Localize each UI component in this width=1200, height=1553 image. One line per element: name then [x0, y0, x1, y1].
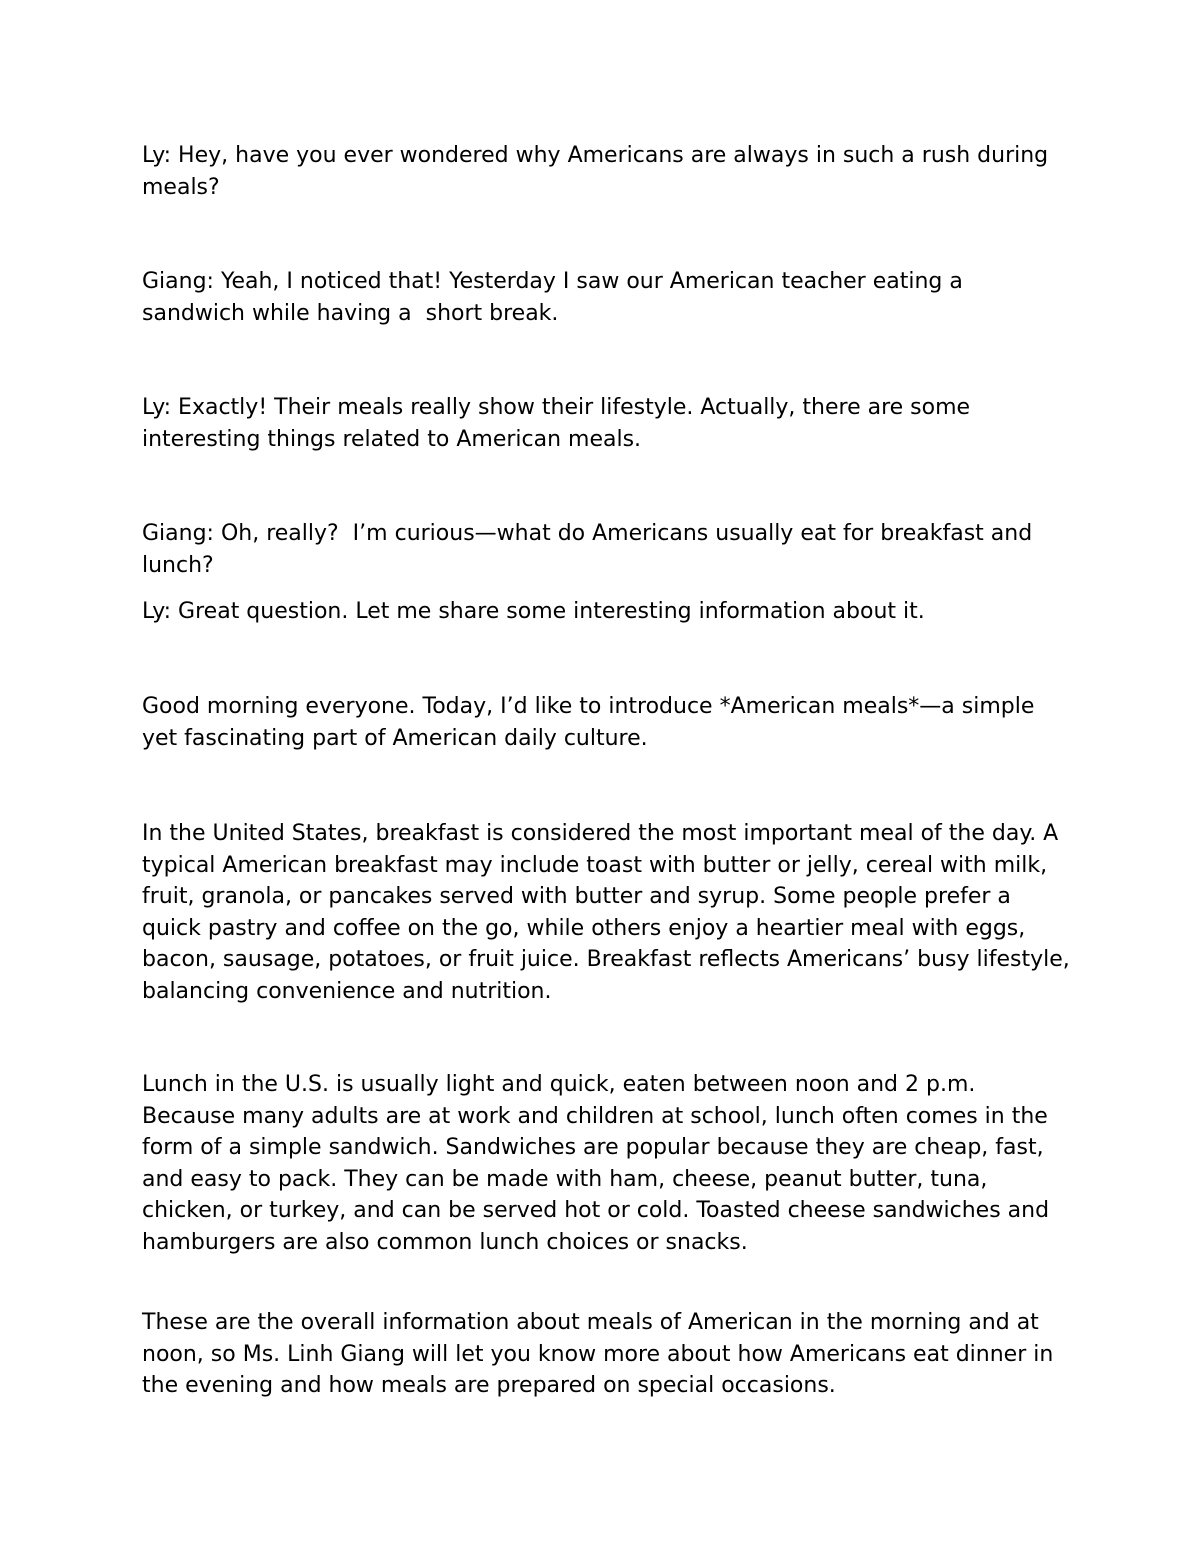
intro-paragraph: Good morning everyone. Today, I’d like to introduce *American meals*—a simple yet fascinating part of American daily culture.	[142, 694, 1042, 751]
dialogue-line-ly-1: Ly: Hey, have you ever wondered why Americans are always in such a rush during meals?	[142, 143, 1056, 200]
closing-paragraph: These are the overall information about meals of American in the morning and at noon, so Ms. Linh Giang will let you know more about how Americans eat dinner in the evening and how meals are prepared on special occasions.	[142, 1310, 1061, 1398]
breakfast-paragraph: In the United States, breakfast is considered the most important meal of the day. A typical American breakfast may include toast with butter or jelly, cereal with milk, fruit, granola, or pancakes served with butter and syrup. Some people prefer a quick pastry and coffee on the go, while others enjoy a heartier meal with eggs, bacon, sausage, potatoes, or fruit juice. Breakfast reflects Americans’ busy lifestyle, balancing convenience and nutrition.	[142, 821, 1077, 1004]
dialogue-line-giang-2: Giang: Oh, really? I’m curious—what do Americans usually eat for breakfast and lunch?	[142, 521, 1040, 578]
lunch-paragraph: Lunch in the U.S. is usually light and quick, eaten between noon and 2 p.m. Because many adults are at work and children at school, lunch often comes in the form of a simple sandwich. Sandwiches are popular because they are cheap, fast, and easy to pack. They can be made with ham, cheese, peanut butter, tuna, chicken, or turkey, and can be served hot or cold. Toasted cheese sandwiches and hamburgers are also common lunch choices or snacks.	[142, 1072, 1057, 1255]
dialogue-line-ly-3: Ly: Great question. Let me share some interesting information about it.	[142, 599, 925, 624]
dialogue-line-giang-1: Giang: Yeah, I noticed that! Yesterday I saw our American teacher eating a sandwich while having a short break.	[142, 269, 970, 326]
dialogue-line-ly-2: Ly: Exactly! Their meals really show their lifestyle. Actually, there are some interesting things related to American meals.	[142, 395, 978, 452]
